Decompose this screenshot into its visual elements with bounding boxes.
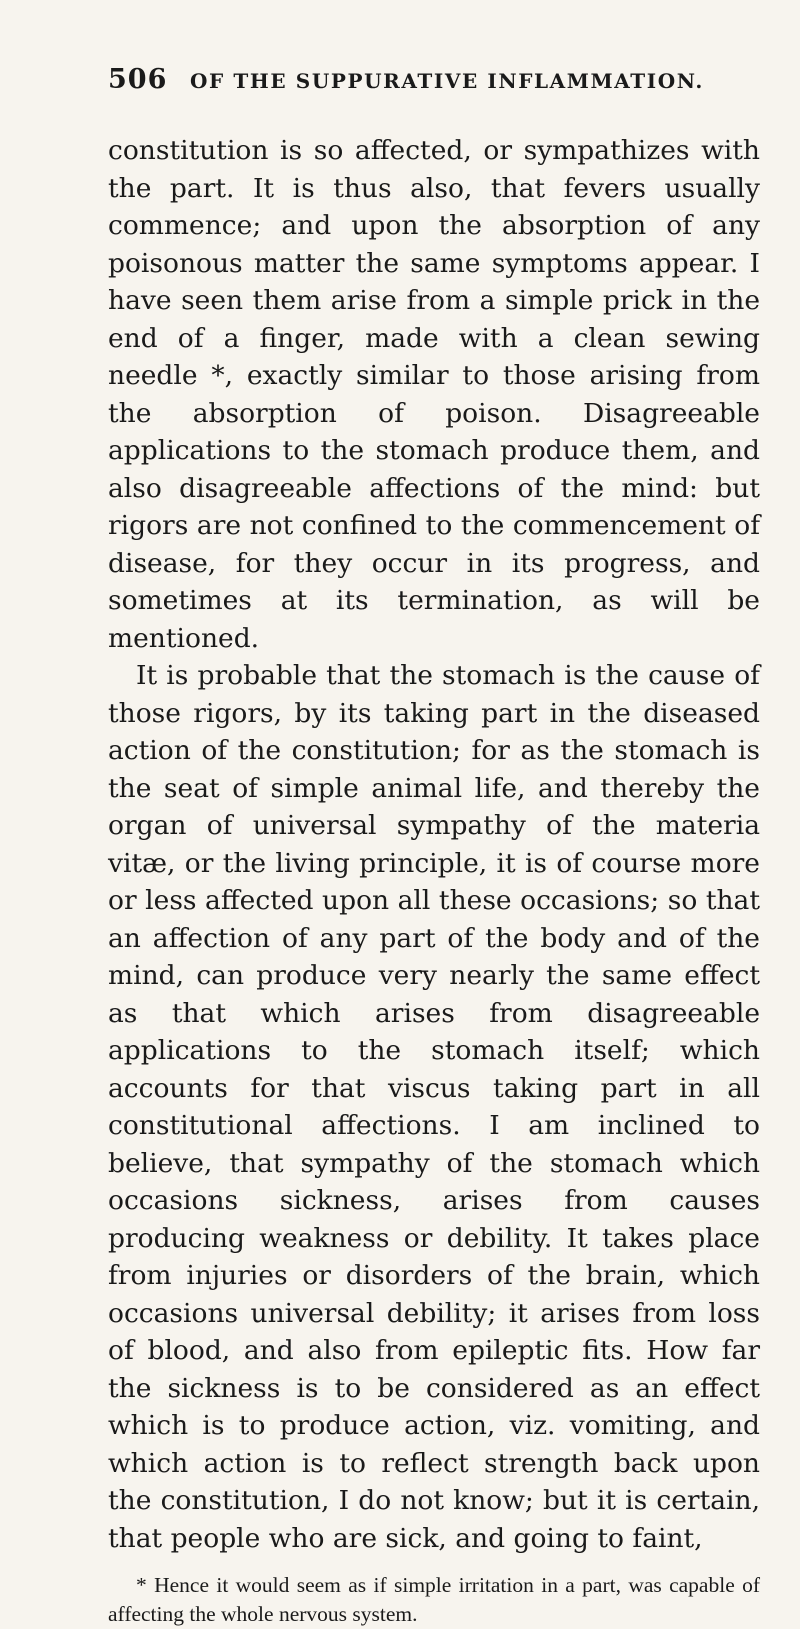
paragraph-1: constitution is so affected, or sympathizes with the part. It is thus also, that fevers usually commence; and upon the absorption of any poisonous matter the same symptoms appear. I have seen them arise from a simple prick in the end of a finger, made with a clean sewing needle *, exactly similar to those arising from the absorption of poison. Disagreeable applications to the stomach produce them, and also disagreeable affections of the mind: but rigors are not confined to the commencement of disease, for they occur in its progress, and sometimes at its termination, as will be mentioned. <box>108 135 760 654</box>
running-title: OF THE SUPPURATIVE INFLAMMATION. <box>190 69 704 93</box>
paragraph-2: It is probable that the stomach is the cause of those rigors, by its taking part in the diseased action of the constitution; for as the stomach is the seat of simple animal life, and thereby the organ of universal sympathy of the materia vitæ, or the living principle, it is of course more or less affected upon all these occasions; so that an affection of any part of the body and of the mind, can produce very nearly the same effect as that which arises from disagreeable applications to the stomach itself; which accounts for that viscus taking part in all constitutional affections. I am inclined to believe, that sympathy of the stomach which occasions sickness, arises from causes producing weakness or debility. It takes place from injuries or disorders of the brain, which occasions universal debility; it arises from loss of blood, and also from epileptic fits. How far the sickness is to be considered as an effect which is to produce action, viz. vomiting, and which action is to reflect strength back upon the constitution, I do not know; but it is certain, that people who are sick, and going to faint, <box>108 660 760 1554</box>
footnote <box>108 1571 760 1629</box>
running-head <box>108 64 760 112</box>
footnote-marker: * <box>136 1573 147 1597</box>
body-text <box>108 132 760 1557</box>
footnote-text: Hence it would seem as if simple irritation in a part, was capable of affecting the whole nervous system. <box>108 1573 760 1626</box>
page-number: 506 <box>108 64 168 95</box>
footnote-separator <box>108 1557 760 1571</box>
